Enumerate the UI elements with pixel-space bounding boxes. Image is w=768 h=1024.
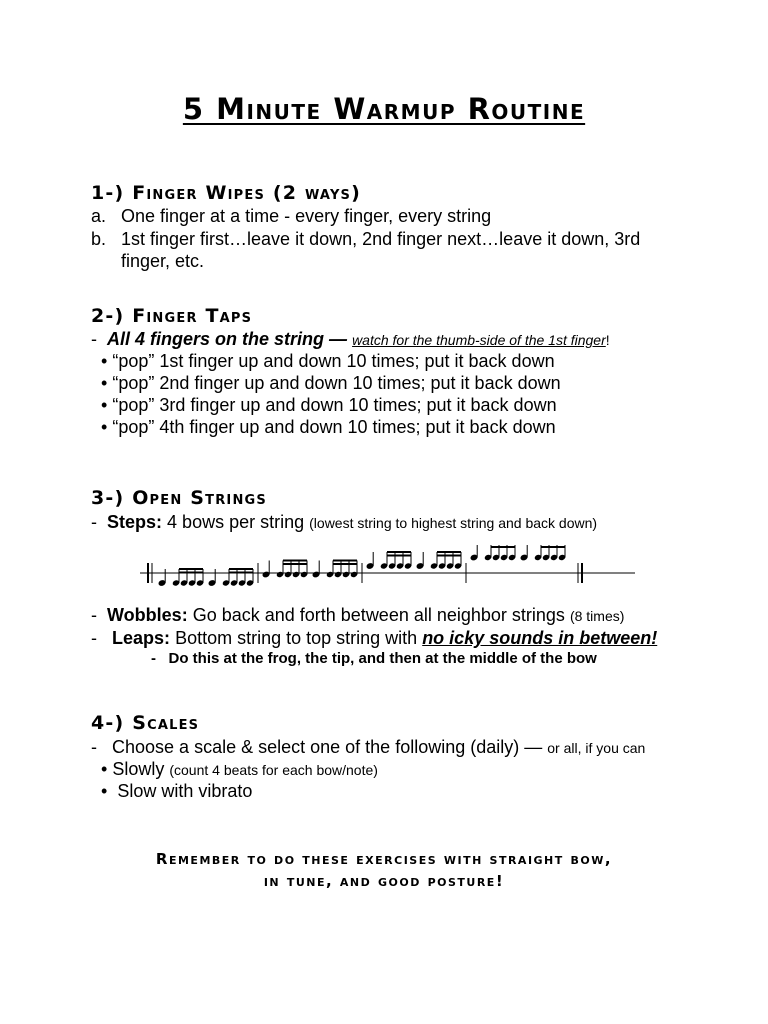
bullet-text: “pop” 4th finger up and down 10 times; put it back down	[112, 417, 556, 437]
wobbles-line	[91, 605, 624, 626]
slowly-note: (count 4 beats for each bow/note)	[169, 762, 378, 778]
bullet-item-2	[101, 373, 561, 394]
bullet-item-4	[101, 417, 556, 438]
sub-note-text: Do this at the frog, the tip, and then at the middle of the bow	[168, 650, 597, 667]
dash-marker: -	[91, 737, 97, 757]
list-item-text: One finger at a time - every finger, every string	[121, 206, 492, 226]
leaps-line	[91, 628, 657, 649]
slowly-item	[101, 759, 378, 780]
page-title: 5 Minute Warmup Routine	[182, 92, 586, 126]
thumb-side-note: watch for the thumb-side of the 1st finger	[352, 332, 606, 348]
bullet-glyph: •	[101, 759, 108, 779]
wobbles-label: Wobbles:	[107, 605, 188, 625]
bullet-item-1	[101, 351, 555, 372]
section-heading-scales: 4-) Scales	[91, 712, 200, 734]
bullet-glyph: •	[101, 351, 108, 371]
bullet-glyph: •	[101, 373, 108, 393]
bullet-text: “pop” 2nd finger up and down 10 times; put it back down	[112, 373, 561, 393]
bullet-item-3	[101, 395, 557, 416]
dash-marker: -	[91, 628, 97, 648]
list-item-continuation: finger, etc.	[121, 251, 205, 271]
lead-bold-text: All 4 fingers on the string —	[107, 329, 348, 349]
vibrato-text: Slow with vibrato	[117, 781, 253, 801]
slowly-label: Slowly	[112, 759, 165, 779]
dash-marker: -	[91, 605, 97, 625]
leaps-emphasis: no icky sounds in between!	[422, 628, 658, 648]
dash-marker: -	[151, 650, 156, 667]
bullet-text: “pop” 1st finger up and down 10 times; put it back down	[112, 351, 555, 371]
bullet-glyph: •	[101, 395, 108, 415]
section-heading-finger-wipes: 1-) Finger Wipes (2 ways)	[91, 182, 362, 204]
section-heading-finger-taps: 2-) Finger Taps	[91, 305, 253, 327]
wobbles-text: Go back and forth between all neighbor strings	[192, 605, 565, 625]
dash-marker: -	[91, 512, 97, 532]
leaps-label: Leaps:	[112, 628, 171, 648]
notation-notes	[148, 545, 582, 587]
list-marker: b.	[91, 229, 107, 249]
list-item-text: 1st finger first…leave it down, 2nd finger next…leave it down, 3rd	[121, 229, 641, 249]
list-marker: a.	[91, 206, 107, 226]
scales-lead-text: Choose a scale & select one of the following (daily) —	[112, 737, 543, 757]
sub-note-line	[151, 650, 597, 667]
leaps-text: Bottom string to top string with	[175, 628, 418, 648]
steps-line	[91, 512, 597, 533]
list-item-a	[91, 206, 491, 227]
rhythm-notation	[140, 545, 635, 595]
scales-lead	[91, 737, 645, 758]
scales-lead-note: or all, if you can	[547, 740, 646, 756]
vibrato-item	[101, 781, 252, 802]
section-heading-open-strings: 3-) Open Strings	[91, 487, 267, 509]
lead-exclamation: !	[605, 332, 610, 348]
bullet-text: “pop” 3rd finger up and down 10 times; put it back down	[112, 395, 557, 415]
steps-label: Steps:	[107, 512, 163, 532]
list-item-b	[91, 229, 640, 250]
reminder-line-2: in tune, and good posture!	[263, 872, 505, 890]
steps-note: (lowest string to highest string and back down)	[309, 515, 598, 531]
finger-taps-lead	[91, 329, 610, 350]
dash-marker: -	[91, 329, 97, 349]
wobbles-note: (8 times)	[569, 608, 625, 624]
bullet-glyph: •	[101, 417, 108, 437]
reminder-line-1: Remember to do these exercises with straight bow,	[155, 850, 613, 868]
steps-text: 4 bows per string	[167, 512, 305, 532]
bullet-glyph: •	[101, 781, 108, 801]
